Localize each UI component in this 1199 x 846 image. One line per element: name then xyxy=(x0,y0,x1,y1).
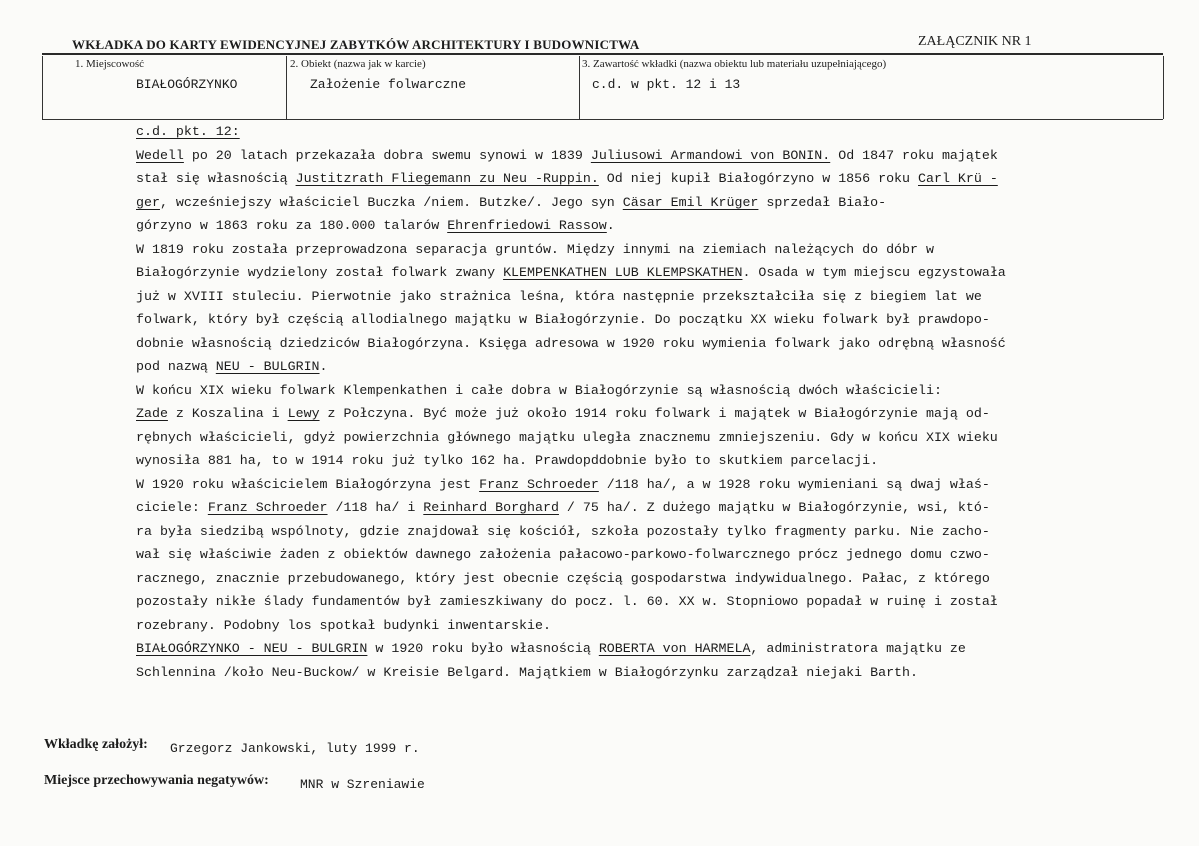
line-segment: . xyxy=(606,218,615,233)
form-divider-2 xyxy=(579,56,580,120)
line-segment: ra była siedzibą wspólnoty, gdzie znajdował się kościół, szkoła pozostały tylko fragmenty parku. Nie zacho- xyxy=(136,523,990,539)
underlined-name: KLEMPENKATHEN LUB KLEMPSKATHEN xyxy=(503,265,743,280)
field-object-label: 2. Obiekt (nazwa jak w karcie) xyxy=(290,58,426,70)
body-line xyxy=(136,449,1136,473)
body-line xyxy=(136,261,1136,285)
body-line xyxy=(136,590,1136,614)
author-value: Grzegorz Jankowski, luty 1999 r. xyxy=(170,741,420,756)
body-line xyxy=(136,614,1136,638)
body-lines xyxy=(136,144,1136,685)
line-segment: . xyxy=(319,359,328,374)
line-segment: z Połczyna. Być może już około 1914 roku folwark i majątek w Białogórzynie mają od- xyxy=(319,406,990,421)
body-line xyxy=(136,144,1136,168)
line-segment: Białogórzynie wydzielony został folwark zwany xyxy=(136,265,504,280)
line-segment: sprzedał Biało- xyxy=(758,194,887,210)
line-segment: /118 ha/ i xyxy=(327,500,424,515)
attachment-number: ZAŁĄCZNIK NR 1 xyxy=(918,34,1032,49)
line-segment: pozostały nikłe ślady fundamentów był zamieszkiwany do pocz. l. 60. XX w. Stopniowo popadał w ruinę i został xyxy=(136,594,998,609)
line-segment: /118 ha/, a w 1928 roku wymieniani są dwaj właś- xyxy=(598,476,990,492)
underlined-name: Ehrenfriedowi Rassow xyxy=(447,218,607,233)
line-segment: stał się własnością xyxy=(136,171,296,186)
line-segment: . Osada w tym miejscu egzystowała xyxy=(742,265,1006,280)
line-segment: po 20 latach przekazała dobra swemu synowi w 1839 xyxy=(183,147,591,163)
line-segment: wał się właściwie żaden z obiektów dawnego założenia pałacowo-parkowo-folwarcznego prócz jednego domu czwo- xyxy=(136,547,990,562)
body-line xyxy=(136,473,1136,497)
line-segment: w 1920 roku było własnością xyxy=(367,641,599,656)
line-segment: W końcu XIX wieku folwark Klempenkathen i całe dobra w Białogórzynie są własnością dwóch właścicieli: xyxy=(136,382,942,398)
field-locality-value: BIAŁOGÓRZYNKO xyxy=(136,77,238,92)
top-rule xyxy=(42,53,1163,55)
line-segment: rozebrany. Podobny los spotkał budynki inwentarskie. xyxy=(136,617,551,633)
line-segment: Schlennina /koło Neu-Buckow/ w Kreisie Belgard. Majątkiem w Białogórzynku zarządzał niejaki Barth. xyxy=(136,664,918,680)
underlined-name: BIAŁOGÓRZYNKO - NEU - BULGRIN xyxy=(136,641,368,656)
body-line xyxy=(136,167,1136,191)
underlined-name: ger xyxy=(136,194,160,210)
line-segment: , administratora majątku ze xyxy=(750,641,966,656)
body-line xyxy=(136,238,1136,262)
underlined-name: Justitzrath Fliegemann zu Neu -Ruppin. xyxy=(295,171,599,186)
line-segment: W 1819 roku została przeprowadzona separacja gruntów. Między innymi na ziemiach należących do dóbr w xyxy=(136,241,934,257)
body-line xyxy=(136,543,1136,567)
body-line xyxy=(136,426,1136,450)
underlined-name: Wedell xyxy=(136,147,184,163)
line-segment: Od niej kupił Białogórzyno w 1856 roku xyxy=(598,171,918,186)
line-segment: z Koszalina i xyxy=(167,406,288,421)
underlined-name: Carl Krü - xyxy=(918,171,998,186)
underlined-name: Cäsar Emil Krüger xyxy=(622,194,759,210)
body-line xyxy=(136,520,1136,544)
line-segment: , wcześniejszy właściciel Buczka /niem. Butzke/. Jego syn xyxy=(159,194,623,210)
underlined-name: NEU - BULGRIN xyxy=(215,359,320,374)
field-content-label: 3. Zawartość wkładki (nazwa obiektu lub materiału uzupełniającego) xyxy=(582,58,887,70)
underlined-name: Franz Schroeder xyxy=(207,500,328,515)
line-segment: Od 1847 roku majątek xyxy=(830,147,998,163)
underlined-name: Zade xyxy=(136,406,168,421)
storage-label: Miejsce przechowywania negatywów: xyxy=(44,773,269,788)
field-object-value: Założenie folwarczne xyxy=(310,77,467,92)
body-line xyxy=(136,285,1136,309)
line-segment: górzyno w 1863 roku za 180.000 talarów xyxy=(136,218,448,233)
underlined-name: ROBERTA von HARMELA xyxy=(598,641,751,656)
body-line xyxy=(136,637,1136,661)
body-line xyxy=(136,567,1136,591)
line-segment: W 1920 roku właścicielem Białogórzyna jest xyxy=(136,476,480,492)
line-segment: racznego, znacznie przebudowanego, który jest obecnie częścią gospodarstwa indywidualnego. Pałac, z którego xyxy=(136,570,990,586)
field-locality-label: 1. Miejscowość xyxy=(75,58,145,70)
body-line xyxy=(136,191,1136,215)
body-line xyxy=(136,402,1136,426)
storage-value: MNR w Szreniawie xyxy=(300,777,425,792)
line-segment: folwark, który był częścią allodialnego majątku w Białogórzynie. Do początku XX wieku folwark był prawdopo- xyxy=(136,312,990,327)
section-heading: c.d. pkt. 12: xyxy=(136,124,240,139)
author-label: Wkładkę założył: xyxy=(44,737,148,752)
body-line xyxy=(136,355,1136,379)
body-line xyxy=(136,308,1136,332)
line-segment: już w XVIII stuleciu. Pierwotnie jako strażnica leśna, która następnie przekształciła się z biegiem lat we xyxy=(136,288,982,304)
body-line xyxy=(136,214,1136,238)
line-segment: wynosiła 881 ha, to w 1914 roku już tylko 162 ha. Prawdopddobnie było to skutkiem parcelacji. xyxy=(136,453,879,468)
line-segment: dobnie własnością dziedziców Białogórzyna. Księga adresowa w 1920 roku wymienia folwark jako odrębną własność xyxy=(136,335,1006,351)
line-segment: ciciele: xyxy=(136,500,208,515)
line-segment: pod nazwą xyxy=(136,359,216,374)
body-line xyxy=(136,496,1136,520)
field-content-value: c.d. w pkt. 12 i 13 xyxy=(592,77,741,92)
body-line xyxy=(136,379,1136,403)
underlined-name: Lewy xyxy=(287,406,320,421)
underlined-name: Reinhard Borghard xyxy=(423,500,559,515)
underlined-name: Franz Schroeder xyxy=(479,476,599,492)
body-line xyxy=(136,661,1136,685)
document-title: WKŁADKA DO KARTY EWIDENCYJNEJ ZABYTKÓW ARCHITEKTURY I BUDOWNICTWA xyxy=(72,37,640,52)
body-text xyxy=(136,120,1136,684)
line-segment: rębnych właścicieli, gdyż powierzchnia głównego majątku uległa znacznemu zmniejszeniu. Gdy w końcu XIX wieku xyxy=(136,429,998,445)
underlined-name: Juliusowi Armandowi von BONIN. xyxy=(590,147,831,163)
form-divider-1 xyxy=(286,56,287,120)
body-line xyxy=(136,332,1136,356)
line-segment: / 75 ha/. Z dużego majątku w Białogórzynie, wsi, któ- xyxy=(558,500,990,515)
